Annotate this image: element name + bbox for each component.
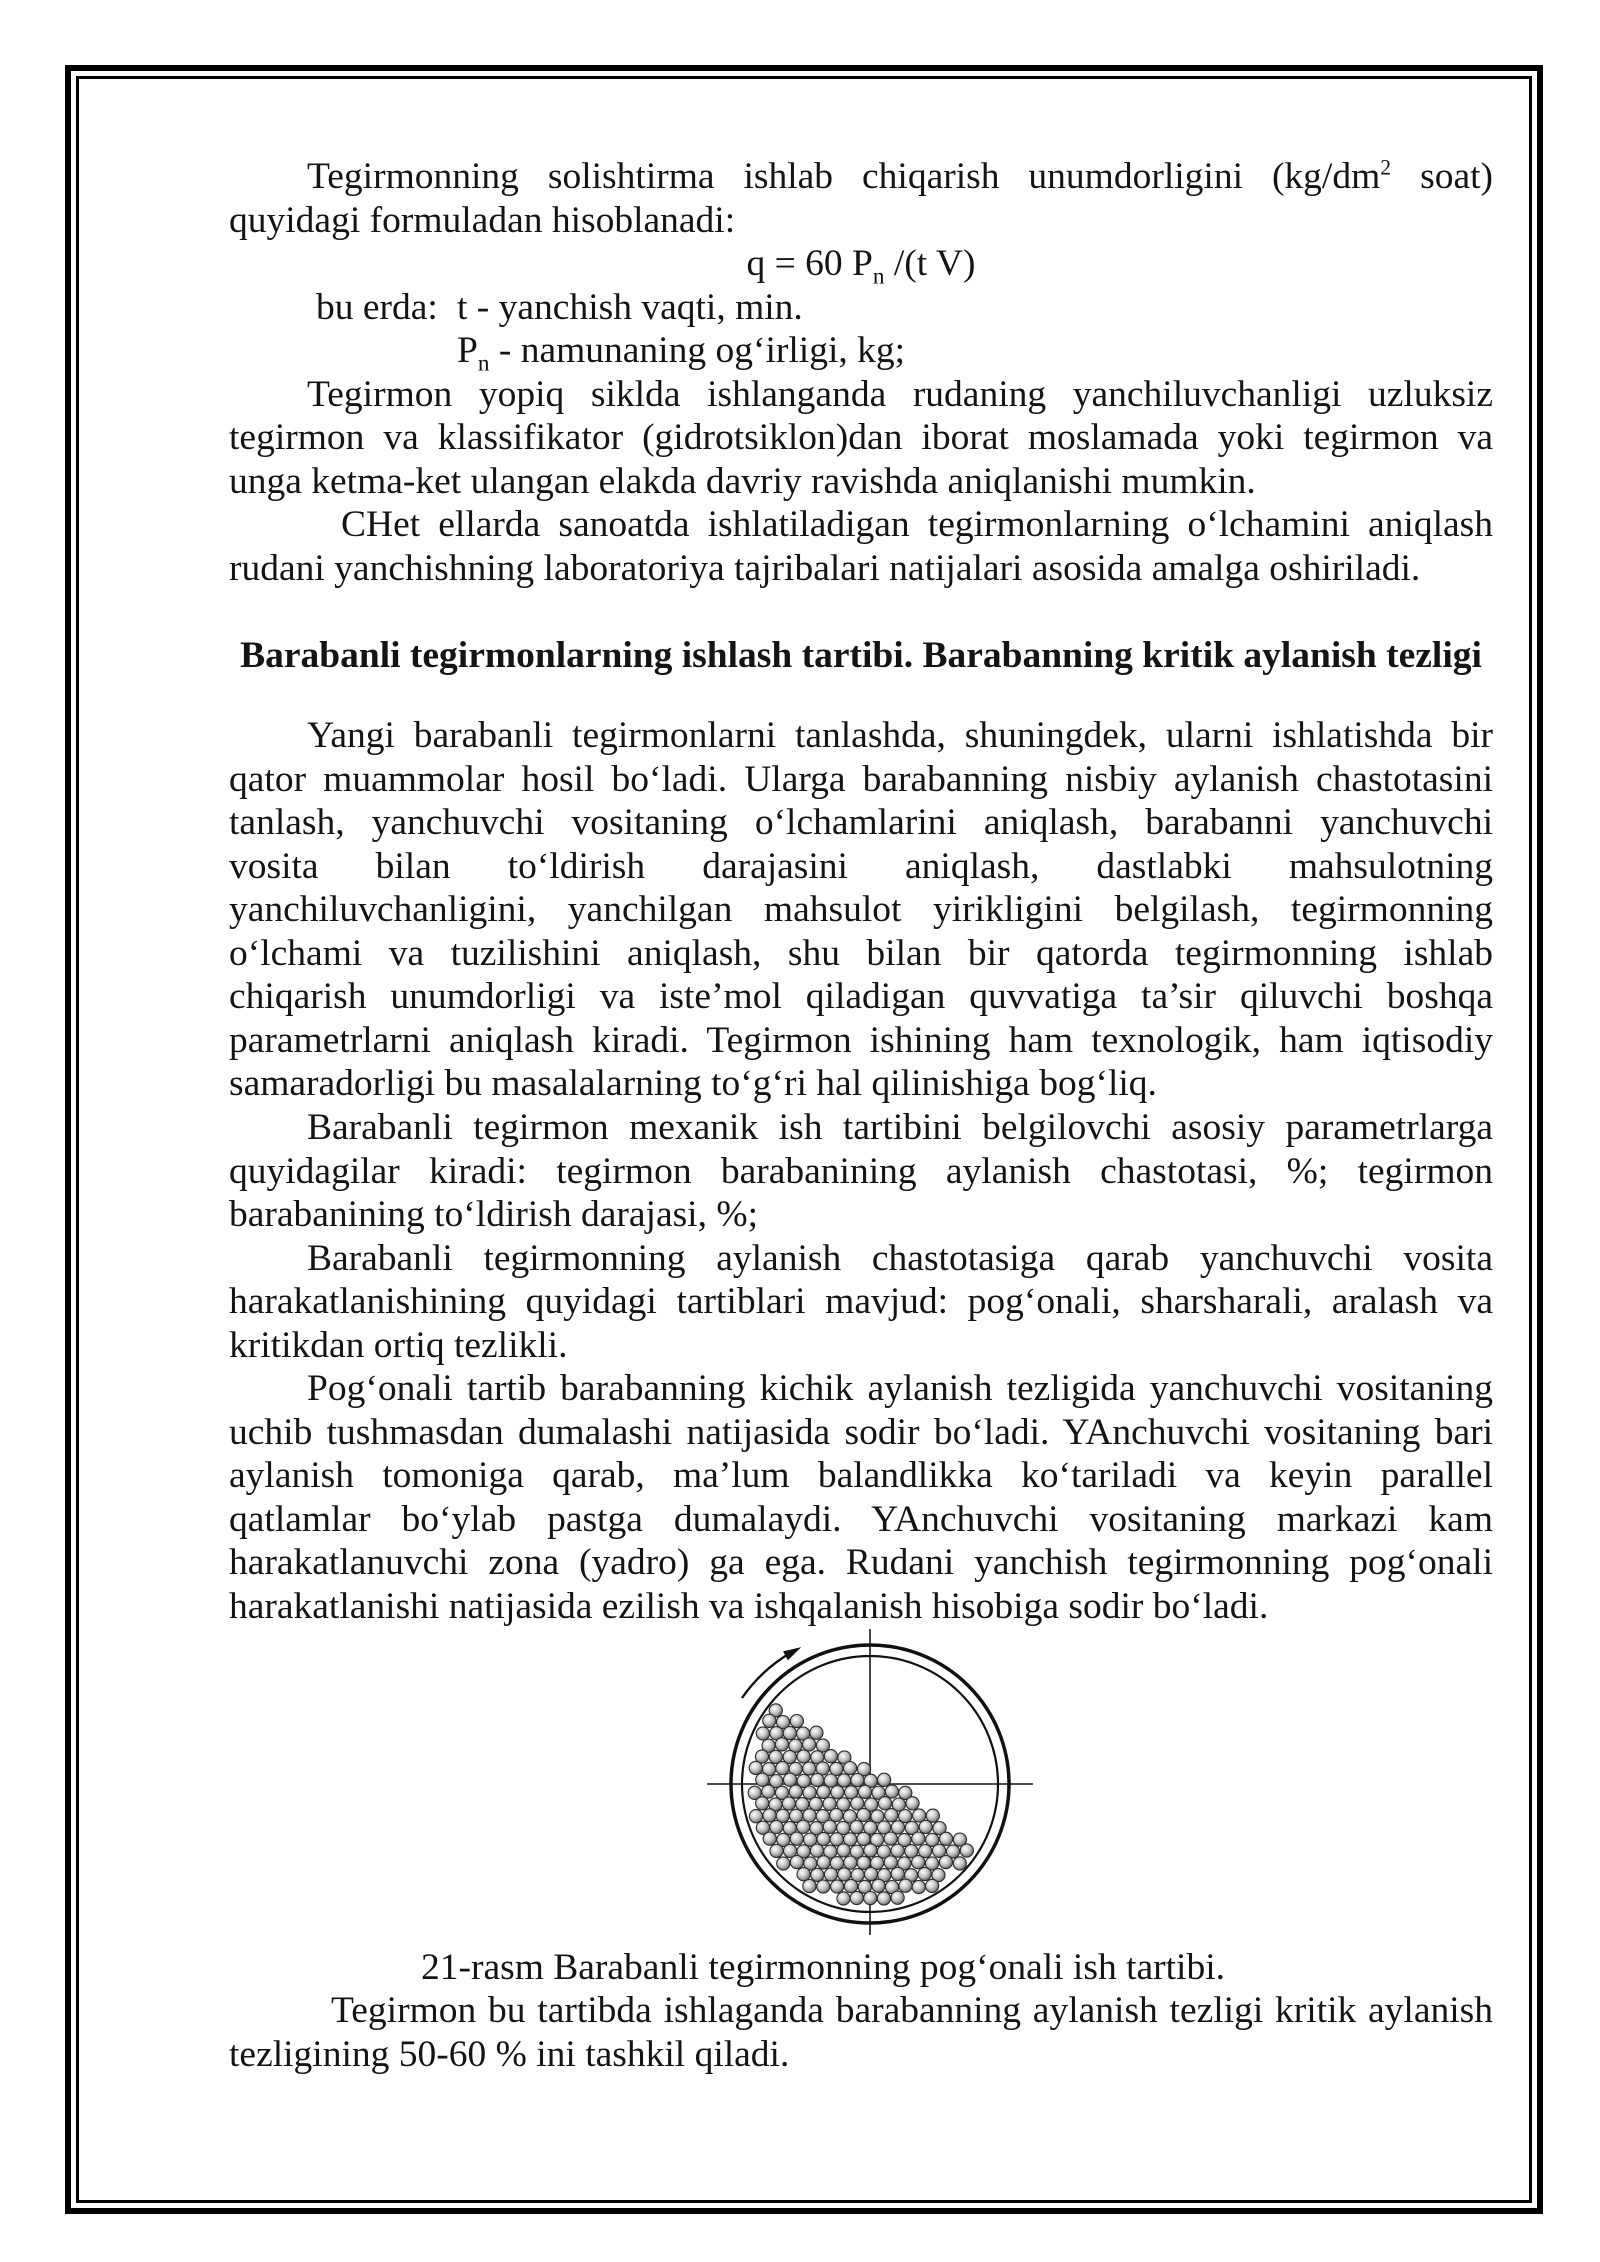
grinding-ball [857, 1832, 870, 1845]
grinding-ball [906, 1796, 919, 1809]
grinding-ball [763, 1832, 776, 1845]
unit-superscript: 2 [1380, 155, 1392, 180]
grinding-ball [912, 1880, 925, 1893]
grinding-ball [763, 1714, 776, 1727]
grinding-ball [844, 1856, 857, 1869]
grinding-ball [837, 1843, 850, 1856]
grinding-ball [770, 1844, 783, 1857]
grinding-ball [830, 1762, 843, 1775]
p-symbol: P [457, 330, 478, 372]
p-subscript: n [477, 350, 490, 377]
grinding-ball [811, 1773, 824, 1786]
paragraph-line: parametrlarni aniqlash kiradi. Tegirmon ishining ham texnologik, ham iqtisodiy [229, 1019, 1493, 1061]
intro-text: soat) [1391, 156, 1493, 197]
paragraph-line: aylanish tomoniga qarab, ma’lum balandlikka ko‘tariladi va keyin parallel [229, 1455, 1493, 1497]
grinding-ball [817, 1879, 830, 1892]
paragraph-line: vosita bilan to‘ldirish darajasini aniqlash, dastlabki mahsulotning [229, 845, 1493, 887]
grinding-ball [831, 1879, 844, 1892]
grinding-ball [790, 1714, 803, 1727]
grinding-ball [756, 1773, 769, 1786]
paragraph-line: uchib tushmasdan dumalashi natijasida sodir bo‘ladi. YAnchuvchi vositaning bari [229, 1411, 1493, 1453]
paragraph-line: samaradorligi bu masalalarning to‘g‘ri hal qilinishiga bog‘liq. [229, 1063, 1157, 1105]
grinding-ball [810, 1726, 823, 1739]
grinding-ball [885, 1808, 898, 1821]
paragraph [229, 503, 1493, 590]
paragraph-line: yanchiluvchanligini, yanchilgan mahsulot yirikligini belgilash, tegirmonning [229, 889, 1493, 931]
p-definition: - namunaning og‘irligi, kg; [489, 330, 906, 372]
formula-subscript: n [872, 263, 885, 290]
grinding-ball [891, 1867, 904, 1880]
grinding-ball [872, 1879, 885, 1892]
grinding-ball [912, 1832, 925, 1845]
grinding-ball [850, 1820, 863, 1833]
paragraph [229, 1237, 1493, 1368]
grinding-ball [824, 1774, 837, 1787]
grinding-ball [776, 1761, 789, 1774]
figure [229, 1629, 1493, 1946]
intro-paragraph [229, 155, 1493, 242]
grinding-ball [844, 1879, 857, 1892]
section-heading: Barabanli tegirmonlarning ishlash tartibi. Barabanning kritik aylanish tezligi [240, 635, 1482, 677]
grinding-ball [857, 1856, 870, 1869]
grinding-ball [838, 1773, 851, 1786]
grinding-ball [756, 1796, 769, 1809]
grinding-ball [891, 1820, 904, 1833]
grinding-ball [857, 1808, 870, 1821]
document-body [229, 155, 1493, 2076]
grinding-ball [864, 1891, 877, 1904]
paragraph-line: qatlamlar bo‘ylab pastga dumalaydi. YAnchuvchi vositaning markazi kam [229, 1498, 1493, 1540]
grinding-media-charge [748, 1703, 973, 1904]
grinding-ball [797, 1749, 810, 1762]
grinding-ball [775, 1737, 788, 1750]
paragraph-line: tegirmon va klassifikator (gidrotsiklon)dan iborat moslamada yoki tegirmon va [229, 417, 1493, 459]
grinding-ball [803, 1879, 816, 1892]
grinding-ball [878, 1773, 891, 1786]
grinding-ball [770, 1820, 783, 1833]
formula-rhs: /(t V) [884, 243, 976, 285]
grinding-ball [858, 1785, 871, 1798]
grinding-ball [817, 1785, 830, 1798]
rotation-arrowhead-icon [783, 1647, 801, 1660]
grinding-ball [877, 1891, 890, 1904]
grinding-ball [756, 1726, 769, 1739]
paragraph-line: Yangi barabanli tegirmonlarni tanlashda, shuningdek, ularni ishlatishda bir [307, 715, 1493, 757]
grinding-ball [749, 1809, 762, 1822]
grinding-ball [790, 1832, 803, 1845]
grinding-ball [851, 1773, 864, 1786]
grinding-ball [844, 1761, 857, 1774]
grinding-ball [830, 1808, 843, 1821]
paragraph-line: tezligining 50-60 % ini tashkil qiladi. [229, 2033, 790, 2075]
paragraph-line: tanlash, yanchuvchi vositaning o‘lchamlarini aniqlash, barabanni yanchuvchi [229, 802, 1493, 844]
grinding-ball [823, 1820, 836, 1833]
paragraph-line: harakatlanishining quyidagi tartiblari mavjud: pog‘onali, sharsharali, aralash va [229, 1281, 1493, 1323]
paragraph [229, 1367, 1493, 1628]
paragraph [229, 1989, 1493, 2076]
paragraph-line: quyidagilar kiradi: tegirmon barabanining aylanish chastotasi, %; tegirmon [229, 1150, 1493, 1192]
grinding-ball [763, 1808, 776, 1821]
paragraph-line: qator muammolar hosil bo‘ladi. Ularga barabanning nisbiy aylanish chastotasini [229, 758, 1493, 800]
paragraph-line: rudani yanchishning laboratoriya tajribalari natijalari asosida amalga oshiriladi. [229, 547, 1421, 589]
grinding-ball [891, 1891, 904, 1904]
drum-mill-diagram [700, 1629, 1040, 1946]
paragraph [229, 373, 1493, 504]
grinding-ball [926, 1879, 939, 1892]
grinding-ball [837, 1891, 850, 1904]
grinding-ball [817, 1855, 830, 1868]
paragraph-line: Pog‘onali tartib barabanning kichik aylanish tezligida yanchuvchi vositaning [307, 1368, 1493, 1410]
grinding-ball [817, 1832, 830, 1845]
paragraph-line: barabanining to‘ldirish darajasi, %; [229, 1194, 759, 1236]
paragraph-line: Barabanli tegirmon mexanik ish tartibini belgilovchi asosiy parametrlarga [307, 1106, 1493, 1148]
t-definition: t - yanchish vaqti, min. [457, 286, 803, 328]
grinding-ball [838, 1867, 851, 1880]
paragraph-line [229, 155, 1493, 199]
where-label: bu erda: [316, 286, 438, 328]
grinding-ball [762, 1784, 775, 1797]
where-line-p [229, 329, 1493, 377]
grinding-ball [783, 1773, 796, 1786]
paragraph-line: o‘lchami va tuzilishini aniqlash, shu bilan bir qatorda tegirmonning ishlab [229, 932, 1493, 974]
formula [229, 242, 1493, 290]
grinding-ball [878, 1796, 891, 1809]
grinding-ball [918, 1867, 931, 1880]
grinding-ball [790, 1855, 803, 1868]
grinding-ball [777, 1856, 790, 1869]
grinding-ball [960, 1843, 973, 1856]
grinding-ball [919, 1820, 932, 1833]
grinding-ball [789, 1785, 802, 1798]
grinding-ball [864, 1867, 877, 1880]
paragraph-line: Tegirmon bu tartibda ishlaganda barabanning aylanish tezligi kritik aylanish [331, 1990, 1493, 2032]
grinding-ball [810, 1844, 823, 1857]
paragraph [229, 1106, 1493, 1237]
paragraph-line: Tegirmon yopiq siklda ishlanganda rudaning yanchiluvchanligi uzluksiz [307, 373, 1493, 415]
paragraph-line: quyidagi formuladan hisoblanadi: [229, 199, 736, 241]
grinding-ball [783, 1726, 796, 1739]
grinding-ball [824, 1867, 837, 1880]
figure-caption: 21-rasm Barabanli tegirmonning pog‘onali ish tartibi. [421, 1946, 1225, 1988]
paragraph-line: chiqarish unumdorligi va iste’mol qiladigan quvvatiga ta’sir qiluvchi boshqa [229, 976, 1493, 1018]
grinding-ball [939, 1855, 952, 1868]
paragraph-line: kritikdan ortiq tezlikli. [229, 1324, 568, 1366]
paragraph-line: CHet ellarda sanoatda ishlatiladigan tegirmonlarning o‘lchamini aniqlash [341, 504, 1493, 546]
paragraph-line: harakatlanishi natijasida ezilish va ishqalanish hisobiga sodir bo‘ladi. [229, 1586, 1269, 1627]
paragraph-line: unga ketma-ket ulangan elakda davriy ravishda aniqlanishi mumkin. [229, 460, 1256, 502]
paragraph [229, 714, 1493, 1106]
grinding-ball [884, 1855, 897, 1868]
grinding-ball [891, 1844, 904, 1857]
grinding-ball [797, 1867, 810, 1880]
grinding-ball [864, 1843, 877, 1856]
grinding-ball [797, 1820, 810, 1833]
grinding-ball [824, 1749, 837, 1762]
paragraph-line: harakatlanuvchi zona (yadro) ga ega. Rudani yanchish tegirmonning pog‘onali [229, 1542, 1493, 1584]
grinding-ball [831, 1785, 844, 1798]
grinding-ball [803, 1737, 816, 1750]
grinding-ball [940, 1832, 953, 1845]
grinding-ball [850, 1891, 863, 1904]
grinding-ball [803, 1761, 816, 1774]
paragraph-line: Barabanli tegirmonning aylanish chastotasiga qarab yanchuvchi vosita [307, 1237, 1493, 1279]
grinding-ball [749, 1761, 762, 1774]
grinding-ball [885, 1784, 898, 1797]
grinding-ball [851, 1796, 864, 1809]
formula-lhs: q = 60 P [746, 243, 873, 285]
grinding-ball [782, 1796, 795, 1809]
where-line-t [229, 286, 1493, 330]
grinding-ball [953, 1856, 966, 1869]
grinding-ball [899, 1879, 912, 1892]
grinding-ball [912, 1855, 925, 1868]
grinding-ball [884, 1832, 897, 1845]
intro-text: Tegirmonning solishtirma ishlab chiqarish unumdorligini (kg/dm [307, 156, 1381, 197]
